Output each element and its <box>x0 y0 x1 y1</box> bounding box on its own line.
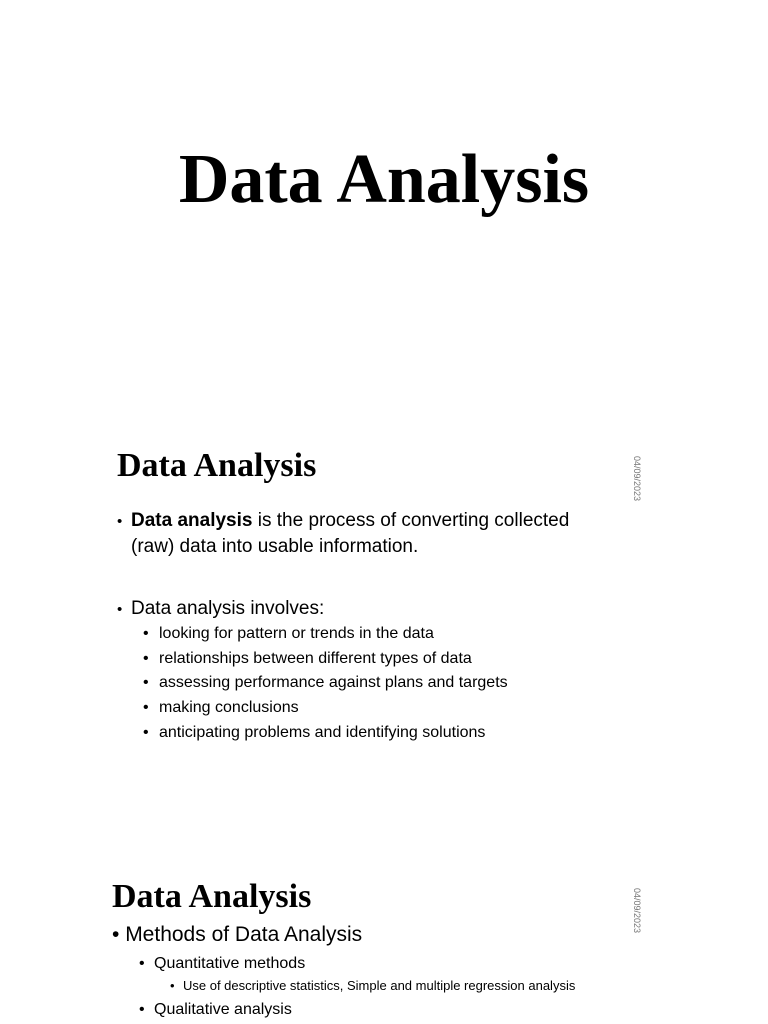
definition-slide <box>0 400 768 840</box>
definition-text: is the process of converting collected (raw) data into usable information. <box>131 510 570 557</box>
title-slide <box>0 0 768 400</box>
slide-heading: Data Analysis <box>112 878 312 915</box>
qualitative-bullet: • Qualitative analysis <box>139 1000 292 1020</box>
methods-slide <box>0 840 768 1024</box>
list-item: • making conclusions <box>143 696 508 721</box>
slide-heading: Data Analysis <box>117 447 317 484</box>
methods-bullet <box>112 922 362 948</box>
quantitative-bullet: • Quantitative methods <box>139 954 305 974</box>
involves-bullet: • Data analysis involves: <box>117 596 611 622</box>
quantitative-detail-bullet: • Use of descriptive statistics, Simple and multiple regression analysis <box>170 977 575 995</box>
list-item: • relationships between different types of data <box>143 647 508 672</box>
slide-title: Data Analysis <box>178 141 590 218</box>
methods-label: Methods of Data Analysis <box>125 923 363 946</box>
list-item: • anticipating problems and identifying solutions <box>143 721 508 746</box>
list-item: • assessing performance against plans and targets <box>143 671 508 696</box>
slide-date: 04/09/2023 <box>632 456 642 502</box>
definition-term: Data analysis <box>131 510 253 531</box>
slide-date: 04/09/2023 <box>632 888 642 934</box>
definition-bullet <box>117 508 611 559</box>
list-item: • looking for pattern or trends in the data <box>143 622 508 647</box>
involves-list <box>143 622 508 746</box>
